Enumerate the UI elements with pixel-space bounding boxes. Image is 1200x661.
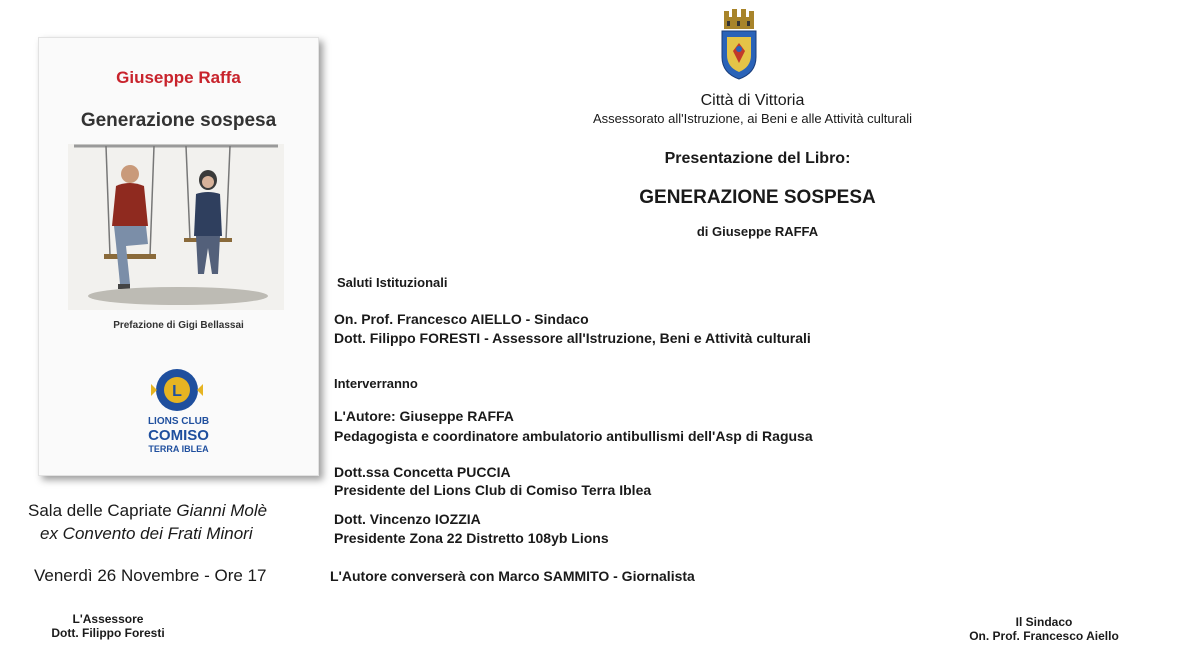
speaker-role: Presidente Zona 22 Distretto 108yb Lions xyxy=(334,530,609,546)
conversation-note: L'Autore converserà con Marco SAMMITO - Giornalista xyxy=(330,568,695,584)
lions-club-city: COMISO xyxy=(148,427,209,444)
book-cover xyxy=(38,37,319,476)
cover-preface: Prefazione di Gigi Bellassai xyxy=(113,320,244,331)
lions-club-area: TERRA IBLEA xyxy=(148,444,209,454)
signature-sindaco-title: Il Sindaco xyxy=(1015,615,1073,629)
venue-hall-name: Gianni Molè xyxy=(176,501,268,520)
cover-title: Generazione sospesa xyxy=(80,110,277,131)
signature-assessore xyxy=(24,612,192,640)
speaker-role: Presidente del Lions Club di Comiso Terra Iblea xyxy=(334,482,652,498)
speaker-name: Dott. Vincenzo IOZZIA xyxy=(334,511,481,527)
cover-illustration xyxy=(68,144,284,310)
speaker-name: Dott.ssa Concetta PUCCIA xyxy=(334,464,511,480)
signature-assessore-title: L'Assessore xyxy=(72,612,144,626)
book-title: GENERAZIONE SOSPESA xyxy=(639,187,876,208)
lions-emblem-letter: L xyxy=(172,383,182,400)
greeting-mayor: On. Prof. Francesco AIELLO - Sindaco xyxy=(334,311,589,327)
greeting-assessore: Dott. Filippo FORESTI - Assessore all'Istruzione, Beni e Attività culturali xyxy=(334,330,811,346)
venue-line-1 xyxy=(28,501,267,521)
signature-sindaco xyxy=(938,615,1150,643)
speakers-heading: Interverranno xyxy=(334,376,418,391)
speaker-name: L'Autore: Giuseppe RAFFA xyxy=(334,408,514,424)
lions-emblem-icon xyxy=(149,366,205,414)
signature-assessore-name: Dott. Filippo Foresti xyxy=(51,626,165,640)
lions-club-label: LIONS CLUB xyxy=(147,416,210,427)
book-author-line: di Giuseppe RAFFA xyxy=(696,224,819,239)
department-name: Assessorato all'Istruzione, ai Beni e alle Attività culturali xyxy=(593,111,912,126)
cover-author: Giuseppe Raffa xyxy=(116,68,241,87)
speaker-role: Pedagogista e coordinatore ambulatorio antibullismi dell'Asp di Ragusa xyxy=(334,428,813,444)
signature-sindaco-name: On. Prof. Francesco Aiello xyxy=(969,629,1119,643)
event-date: Venerdì 26 Novembre - Ore 17 xyxy=(34,566,267,585)
venue-line-2: ex Convento dei Frati Minori xyxy=(40,524,253,543)
presentation-heading: Presentazione del Libro: xyxy=(664,150,851,167)
greetings-heading: Saluti Istituzionali xyxy=(337,275,448,290)
city-name: Città di Vittoria xyxy=(700,92,805,109)
venue-hall: Sala delle Capriate xyxy=(28,501,177,520)
coat-of-arms-icon xyxy=(718,5,760,81)
